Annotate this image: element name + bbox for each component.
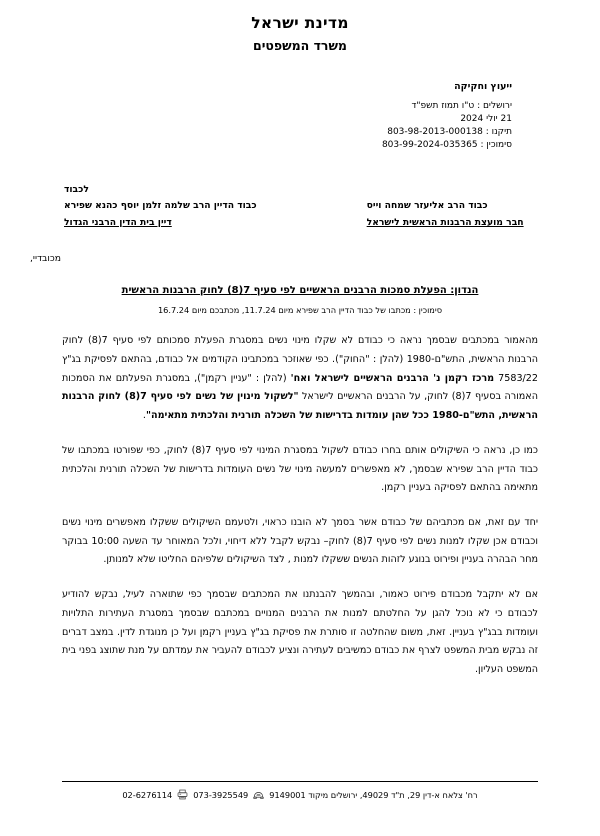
recipient-second — [361, 198, 600, 231]
paragraph-4: אם לא יתקבל מכבודם פירוט כאמור, ובהמשך להבנתנו את המכתבים שבסמך כפי שתוארה לעיל, נבקש להודיע לכבודם כי לא נוכל להגן על החלטתם למנות את הרבנים המנויים במכתבם שבסמך במסגרת העתירות התלויות ועומדות בבג"ץ בעניין. זאת, משום שהחלטה זו סותרת את פסיקת בג"ץ בעניין רקמן ועל כן מנוגדת לדין. במצב דברים זה נבקש מבית המשפט לצרף את כבודם כמשיבים לעתירה ונציע לכבודם להעביר את עמדתם על מנת שתוצג בפני בית המשפט העליון. — [62, 589, 538, 675]
letterhead-block — [0, 80, 600, 152]
footer-phone: 073-3925549 — [193, 789, 249, 800]
gregorian-date: 21 יולי 2024 — [460, 113, 512, 124]
department-name: ייעוץ וחקיקה — [454, 81, 512, 92]
subject-line: הנדון: הפעלת סמכות הרבנים הראשיים לפי סעיף 7(8) לחוק הרבנות הראשית — [121, 284, 479, 296]
fax-icon — [177, 789, 188, 800]
ministry-name: משרד המשפטים — [253, 38, 347, 54]
paragraph-3: יחד עם זאת, אם מכתביהם של כבודם אשר בסמך לא הובנו כראוי, ולטעמם השיקולים ששקלו מאפשרים מינוי נשים וכבודם אכן שקלו למנות נשים לפי סעיף 7(8) לחוק– נבקש לקבל ללא דיחוי, ולכל המאוחר עד השעה 10:00 בבוקר מחר הבהרה בעניין ופירוט בנוגע לזהות הנשים ששקלו למנות , לצד השיקולים שלפיהם החליטו שלא למנותן. — [62, 516, 538, 566]
body-text — [0, 332, 600, 679]
p1-part-2: (להלן : "עניין רקמן"), במסגרת הפעלתם את הסמכות האמורה בסעיף 7(8) לחוק, על הרבנים הראשיים לישראל — [62, 372, 538, 403]
recipient-list — [30, 198, 600, 231]
footer-address: רח' צלאח א-דין 29, ת"ד 49029, ירושלים מיקוד 9149001 — [269, 789, 478, 800]
footer-divider — [62, 781, 538, 782]
p1-bold-case-name: מרכז רקמן נ' הרבנים הראשיים לישראל ואח' — [290, 372, 495, 384]
recipient-role: דיין בית הדין הרבני הגדול — [64, 217, 172, 229]
footer — [0, 781, 600, 800]
recipient-first — [30, 198, 361, 231]
paragraph-2: כמו כן, נראה כי השיקולים אותם בחרו כבודם לשקול במסגרת המינוי לפי סעיף 7(8) לחוק, כפי שפורטו במכתבו של כבוד הדיין הרב שפירא שבסמך, לא מאפשרים למעשה מינוי של נשים העומדות בדרישות של השכלה תורנית והלכתית מתאימה בהתאם לפסיקה בעניין רקמן. — [62, 444, 538, 494]
footer-contact-line — [0, 789, 600, 800]
addressee-block — [0, 182, 600, 231]
to-label: לכבוד — [64, 183, 89, 195]
recipient-name: כבוד הרב אליעזר שמחה וייס — [366, 199, 488, 211]
salutation: מכובדיי, — [30, 252, 61, 264]
file-number: תיקנו : 803-98-2013-000138 — [387, 126, 512, 137]
place-and-hebrew-date: ירושלים : ט"ו תמוז תשפ"ד — [411, 100, 512, 111]
recipient-role: חבר מועצת הרבנות הראשית לישראל — [366, 217, 524, 229]
masthead — [0, 0, 600, 54]
state-name: מדינת ישראל — [251, 14, 349, 32]
p1-part-1: מהאמור במכתבים שבסמך נראה כי כבודם לא שקלו מינוי נשים במסגרת הפעלת סמכותם לפי סעיף 7(8) לחוק הרבנות הראשית, התש"ם-1980 (להלן : "החוק"). כפי שאוזכר במכתבינו הקודמים אל כבודם, בהתאם לפסיקת בג"ץ 7583/22 — [62, 335, 539, 384]
footer-fax: 02-6276114 — [122, 789, 173, 800]
p1-bold-quote: "לשקול מינוין של נשים לפי סעיף 7(8) לחוק הרבנות הראשית, התש"ם-1980 ככל שהן עומדות בדרישות של השכלה תורנית והלכתית מתאימה" — [62, 391, 538, 422]
subject-reference: סימוכין : מכתבו של כבוד הדיין הרב שפירא מיום 11.7.24, מכתבכם מיום 16.7.24 — [157, 304, 443, 315]
p1-part-3: . — [142, 410, 146, 422]
telephone-icon — [253, 789, 264, 800]
recipient-name: כבוד הדיין הרב שלמה זלמן יוסף כהנא שפירא — [64, 199, 257, 211]
paragraph-1 — [62, 332, 538, 426]
reference-number: סימוכין : 803-99-2024-035365 — [381, 139, 512, 150]
